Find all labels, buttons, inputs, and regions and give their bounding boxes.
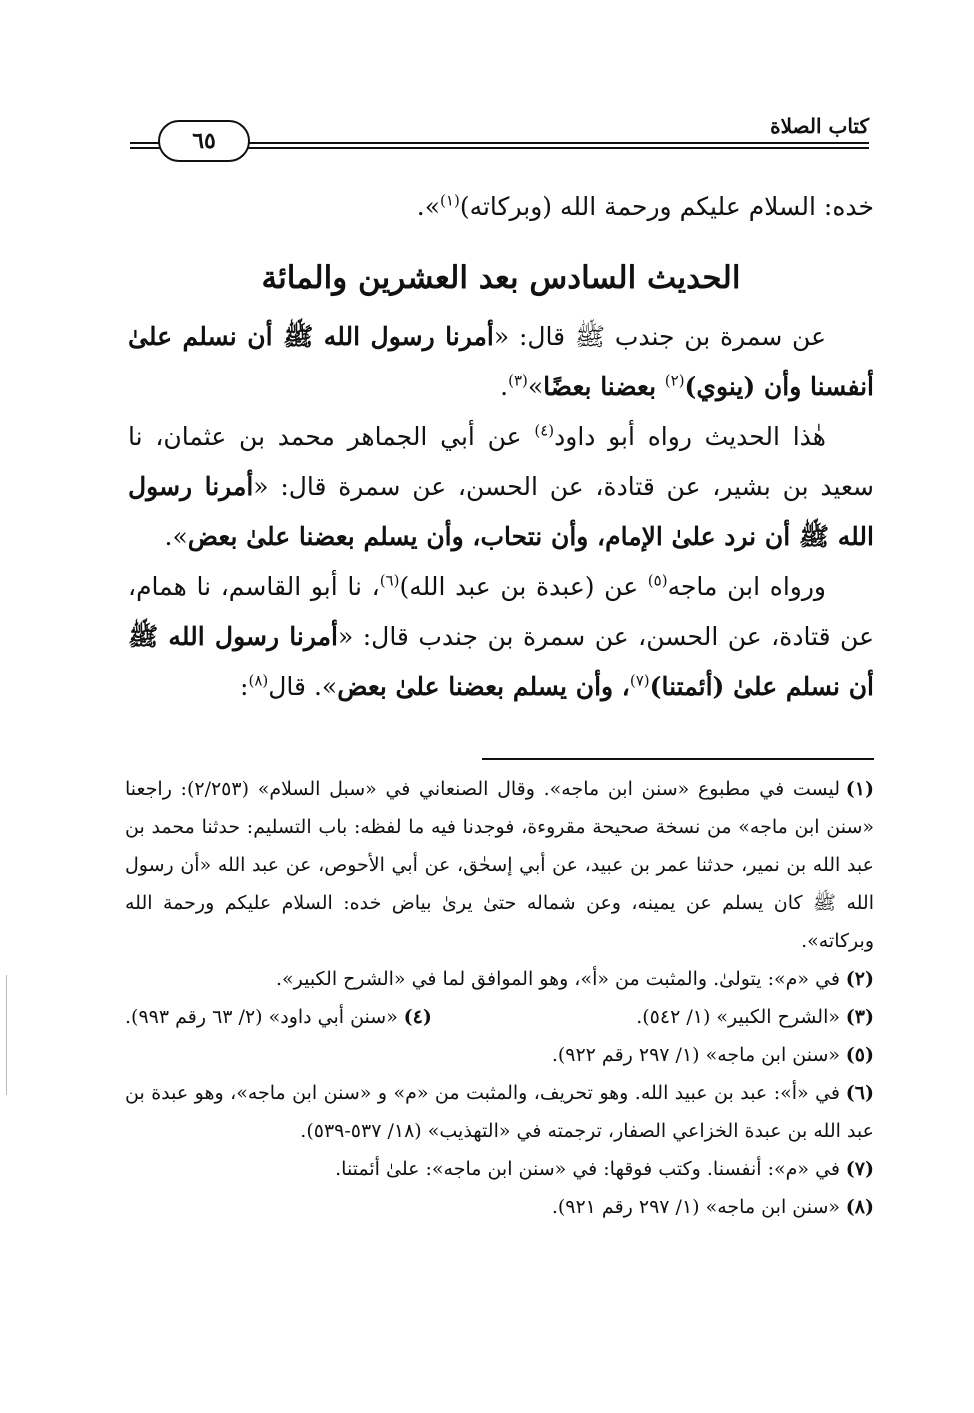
footnote-4 bbox=[125, 998, 432, 1036]
carry-over-line bbox=[128, 182, 874, 232]
scan-margin-mark bbox=[6, 975, 7, 1095]
page-header bbox=[130, 108, 869, 158]
commentary-text: : bbox=[240, 672, 249, 701]
header-rule-left bbox=[130, 142, 160, 152]
commentary-text: ورواه ابن ماجه bbox=[667, 572, 826, 601]
footnote-ref: (٨) bbox=[248, 671, 269, 690]
footnote-number: (٢) bbox=[845, 968, 874, 990]
footnote-ref: (٣) bbox=[508, 371, 528, 390]
footnote-3-4 bbox=[125, 998, 874, 1036]
footnote-ref: (٥) bbox=[647, 571, 668, 590]
footnote-text: في «أ»: عبد بن عبيد الله. وهو تحريف، والمثبت من «م» و «سنن ابن ماجه»، وهو عبدة بن عبد الله بن عبدة الخزاعي الصفار، ترجمته في «التهذيب» (١٨/ ٥٣٧-٥٣٩). bbox=[125, 1082, 874, 1142]
quote-end: ». bbox=[164, 522, 188, 551]
footnote-number: (٣) bbox=[845, 1006, 874, 1028]
footnote-ref: (٧) bbox=[629, 671, 650, 690]
footnote-number: (٦) bbox=[845, 1082, 874, 1104]
footnote-1 bbox=[125, 770, 874, 960]
footnote-number: (٨) bbox=[845, 1196, 874, 1218]
commentary-paragraph bbox=[128, 562, 874, 712]
footnote-text: ليست في مطبوع «سنن ابن ماجه». وقال الصنعاني في «سبل السلام» (٢/٢٥٣): راجعنا «سنن ابن ماجه» من نسخة صحيحة مقروءة، فوجدنا فيه ما لفظه: باب التسليم: حدثنا محمد بن عبد الله بن نمير، حدثنا عمر بن عبيد، عن أبي إسحٰق، عن أبي الأحوص، عن عبد الله «أن رسول الله ﷺ كان يسلم عن يمينه، وعن شماله حتىٰ يرىٰ بياض خده: السلام عليكم ورحمة الله وبركاته». bbox=[125, 778, 874, 952]
footnote-7 bbox=[125, 1150, 874, 1188]
footnotes bbox=[125, 770, 874, 1226]
hadith-intro: عن سمرة بن جندب ﷺ قال: « bbox=[493, 322, 827, 351]
section-title: الحديث السادس بعد العشرين والمائة bbox=[261, 260, 741, 296]
footnote-number: (٥) bbox=[845, 1044, 874, 1066]
footnote-ref: (٢) bbox=[664, 371, 685, 390]
footnote-5 bbox=[125, 1036, 874, 1074]
footnote-text: «سنن ابن ماجه» (١/ ٢٩٧ رقم ٩٢١). bbox=[551, 1196, 840, 1218]
footnote-text: «سنن أبي داود» (٢/ ٦٣ رقم ٩٩٣). bbox=[125, 1006, 398, 1028]
quoted-hadith: ، وأن يسلم بعضنا علىٰ بعض bbox=[337, 672, 630, 701]
quoted-hadith: أمرنا رسول الله ﷺ أن نرد علىٰ الإمام، وأن نتحاب، وأن يسلم بعضنا علىٰ بعض bbox=[128, 472, 874, 551]
carry-text: خده: السلام عليكم ورحمة الله (وبركاته) bbox=[459, 192, 874, 221]
header-rule bbox=[225, 142, 869, 152]
quote-end: » bbox=[527, 372, 544, 401]
quoted-hadith: أمرنا رسول الله ﷺ أن نسلم علىٰ (أئمتنا) bbox=[128, 622, 874, 701]
footnote-text: «الشرح الكبير» (١/ ٥٤٢). bbox=[636, 1006, 840, 1028]
commentary-text: ، نا أبو القاسم، نا همام، عن قتادة، عن الحسن، عن سمرة بن جندب قال: « bbox=[128, 572, 874, 651]
commentary-text: عن أبي الجماهر محمد بن عثمان، نا سعيد بن بشير، عن قتادة، عن الحسن، عن سمرة قال: « bbox=[128, 422, 874, 501]
commentary-text: هٰذا الحديث رواه أبو داود bbox=[554, 422, 826, 451]
footnote-ref: (٦) bbox=[379, 571, 400, 590]
main-text bbox=[128, 182, 874, 712]
footnote-number: (١) bbox=[845, 778, 874, 800]
footnote-number: (٤) bbox=[403, 1006, 432, 1028]
footnote-ref: (١) bbox=[440, 191, 460, 210]
footnote-text: «سنن ابن ماجه» (١/ ٢٩٧ رقم ٩٢٢). bbox=[551, 1044, 840, 1066]
running-title: كتاب الصلاة bbox=[770, 114, 869, 138]
footnote-2 bbox=[125, 960, 874, 998]
commentary-text: ». قال bbox=[268, 672, 338, 701]
commentary-text: عن (عبدة بن عبد الله) bbox=[399, 572, 648, 601]
carry-end: ». bbox=[416, 192, 441, 221]
page-number: ٦٥ bbox=[192, 128, 216, 154]
footnote-3 bbox=[636, 998, 874, 1036]
hadith-text: بعضنا بعضًا bbox=[543, 372, 665, 401]
footnote-text: في «م»: يتولىٰ. والمثبت من «أ»، وهو الموافق لما في «الشرح الكبير». bbox=[275, 968, 840, 990]
page-number-badge bbox=[158, 120, 250, 162]
footnote-text: في «م»: أنفسنا. وكتب فوقها: في «سنن ابن ماجه»: علىٰ أئمتنا. bbox=[335, 1158, 840, 1180]
footnote-8 bbox=[125, 1188, 874, 1226]
commentary-paragraph bbox=[128, 412, 874, 562]
footnote-ref: (٤) bbox=[534, 421, 555, 440]
footnote-6 bbox=[125, 1074, 874, 1150]
footnote-number: (٧) bbox=[845, 1158, 874, 1180]
hadith-paragraph: عن سمرة بن جندب ﷺ قال: «أمرنا رسول الله ﷺ أن نسلم علىٰ أنفسنا وأن (ينوي)$^{(٢)}$ بعضنا بعضًا»$^{(٣)}$. bbox=[128, 322, 874, 401]
hadith-text: أمرنا رسول الله ﷺ أن نسلم علىٰ أنفسنا وأن (ينوي) bbox=[128, 322, 874, 401]
footnote-separator bbox=[482, 758, 874, 760]
